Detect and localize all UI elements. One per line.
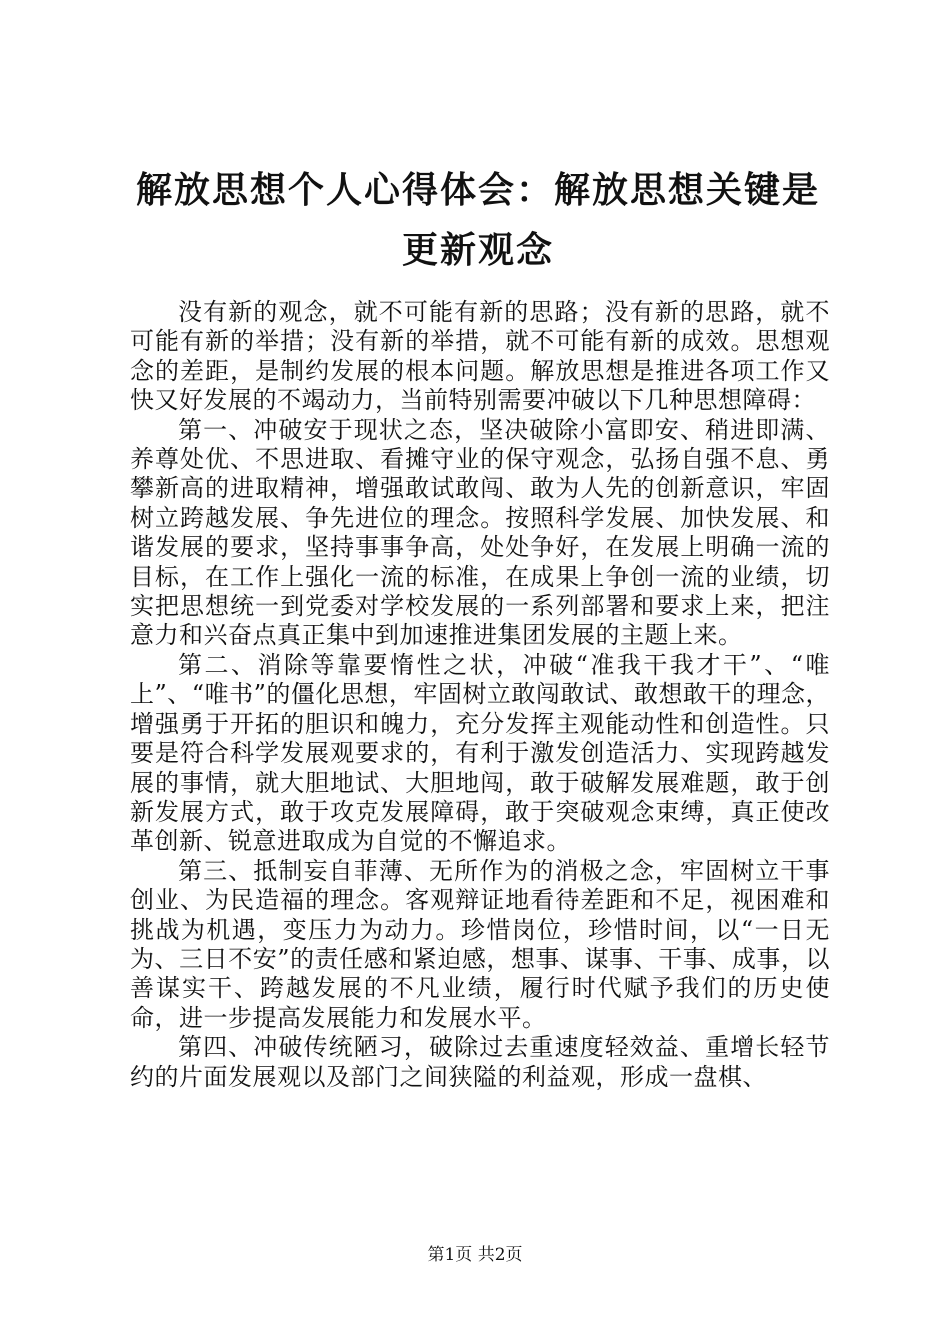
paragraph-first: 第一、冲破安于现状之态，坚决破除小富即安、稍进即满、养尊处优、不思进取、看摊守业的保守观念，弘扬自强不息、勇攀新高的进取精神，增强敢试敢闯、敢为人先的创新意识，牢固树立跨越发展、争先进位的理念。按照科学发展、加快发展、和谐发展的要求，坚持事事争高，处处争好，在发展上明确一流的目标，在工作上强化一流的标准，在成果上争创一流的业绩，切实把思想统一到党委对学校发展的一系列部署和要求上来，把注意力和兴奋点真正集中到加速推进集团发展的主题上来。 bbox=[130, 415, 830, 650]
paragraph-fourth: 第四、冲破传统陋习，破除过去重速度轻效益、重增长轻节约的片面发展观以及部门之间狭隘的利益观，形成一盘棋、 bbox=[130, 1033, 830, 1091]
page-number-footer: 第1页 共2页 bbox=[427, 1245, 523, 1265]
paragraph-third: 第三、抵制妄自菲薄、无所作为的消极之念，牢固树立干事创业、为民造福的理念。客观辩证地看待差距和不足，视困难和挑战为机遇，变压力为动力。珍惜岗位，珍惜时间，以“一日无为、三日不安”的责任感和紧迫感，想事、谋事、干事、成事，以善谋实干、跨越发展的不凡业绩，履行时代赋予我们的历史使命，进一步提高发展能力和发展水平。 bbox=[130, 856, 830, 1032]
document-title: 解放思想个人心得体会：解放思想关键是更新观念 bbox=[135, 169, 820, 271]
paragraph-intro: 没有新的观念，就不可能有新的思路；没有新的思路，就不可能有新的举措；没有新的举措，就不可能有新的成效。思想观念的差距，是制约发展的根本问题。解放思想是推进各项工作又快又好发展的不竭动力，当前特别需要冲破以下几种思想障碍： bbox=[130, 298, 830, 415]
document-body bbox=[130, 298, 830, 1092]
paragraph-second: 第二、消除等靠要惰性之状，冲破“准我干我才干”、“唯上”、“唯书”的僵化思想，牢固树立敢闯敢试、敢想敢干的理念，增强勇于开拓的胆识和魄力，充分发挥主观能动性和创造性。只要是符合科学发展观要求的，有利于激发创造活力、实现跨越发展的事情，就大胆地试、大胆地闯，敢于破解发展难题，敢于创新发展方式，敢于攻克发展障碍，敢于突破观念束缚，真正使改革创新、锐意进取成为自觉的不懈追求。 bbox=[130, 650, 830, 856]
